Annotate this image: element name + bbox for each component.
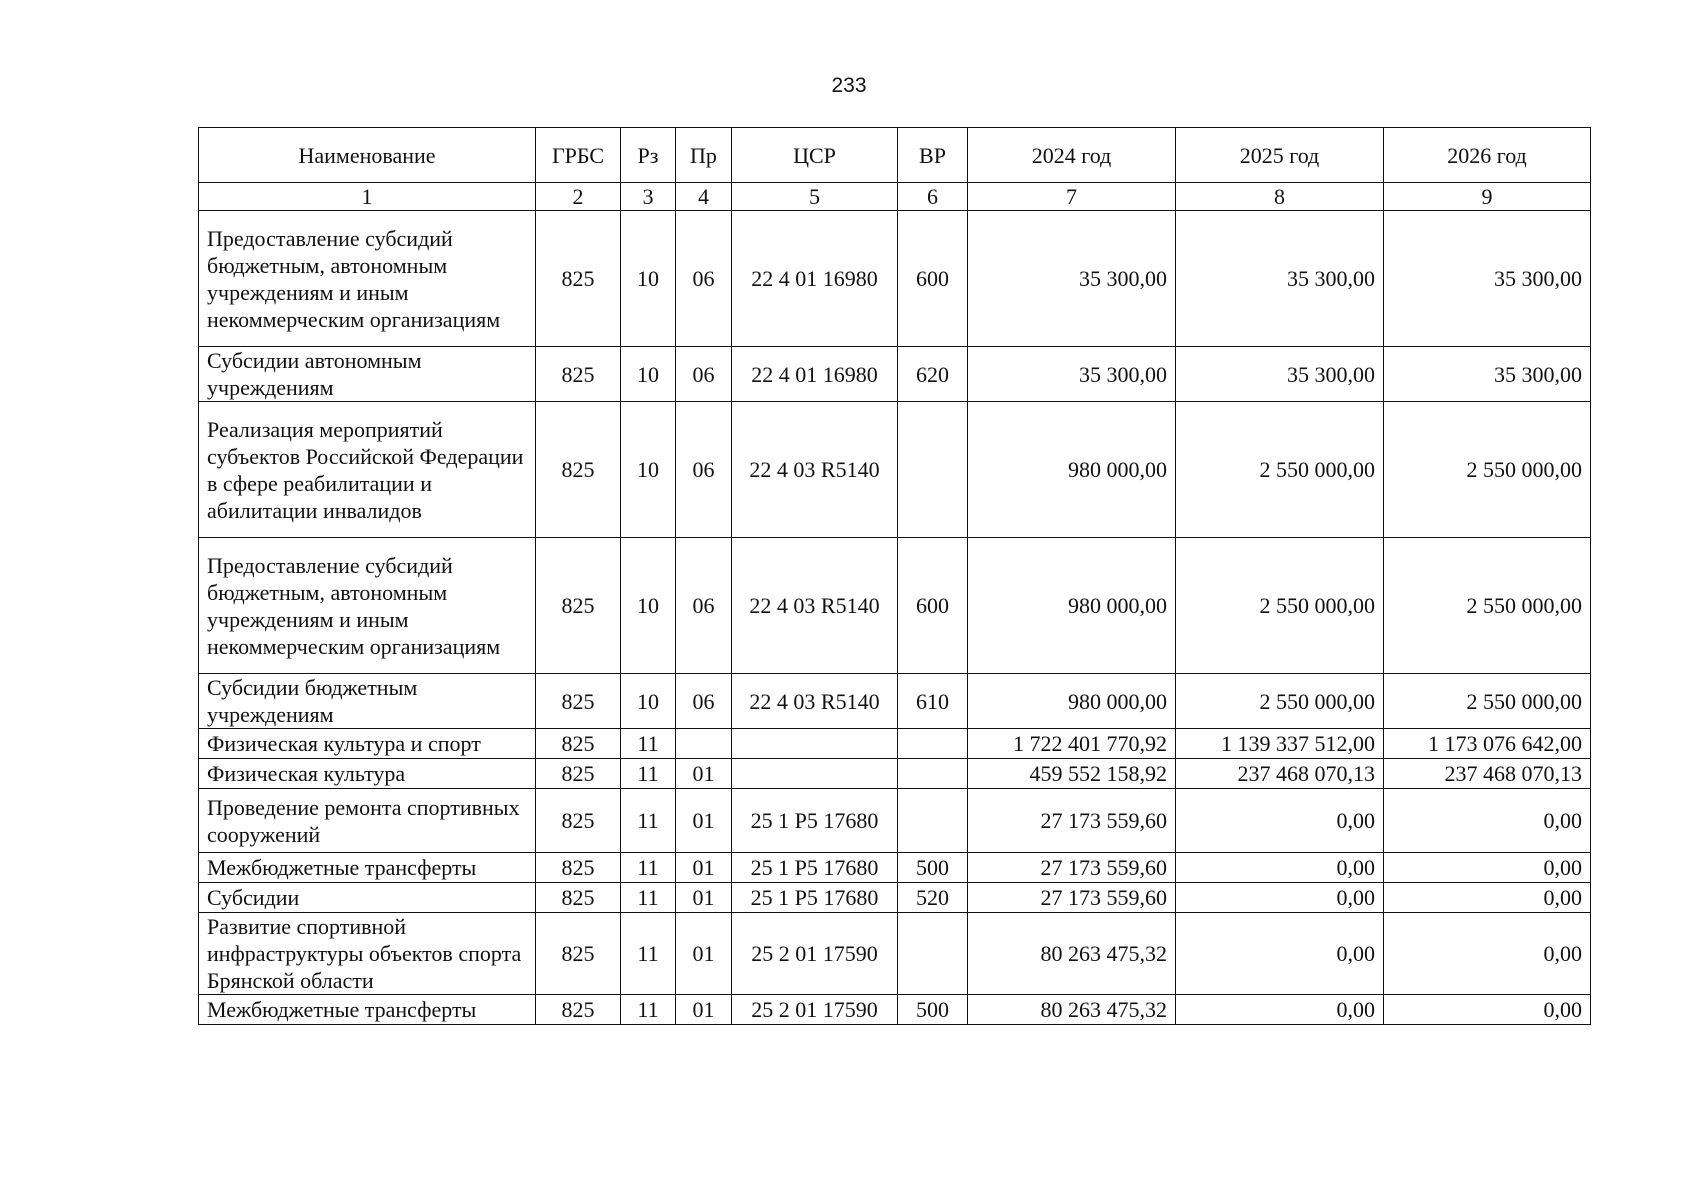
cell-csr: 22 4 01 16980 [732, 211, 898, 347]
cell-csr: 22 4 03 R5140 [732, 402, 898, 538]
cell-grbs: 825 [536, 674, 621, 729]
cell-rz: 10 [621, 402, 676, 538]
cell-2024: 80 263 475,32 [968, 995, 1176, 1025]
cell-csr: 22 4 01 16980 [732, 347, 898, 402]
cell-2026: 237 468 070,13 [1384, 759, 1591, 789]
cell-pr: 01 [676, 759, 732, 789]
cell-pr: 01 [676, 995, 732, 1025]
column-number: 7 [968, 183, 1176, 211]
cell-grbs: 825 [536, 347, 621, 402]
cell-rz: 10 [621, 211, 676, 347]
cell-2026: 0,00 [1384, 995, 1591, 1025]
cell-2024: 980 000,00 [968, 402, 1176, 538]
column-number: 9 [1384, 183, 1591, 211]
cell-name: Реализация мероприятий субъектов Российской Федерации в сфере реабилитации и абилитации инвалидов [199, 402, 536, 538]
cell-csr: 25 1 P5 17680 [732, 789, 898, 853]
cell-grbs: 825 [536, 759, 621, 789]
cell-pr: 06 [676, 347, 732, 402]
cell-2026: 2 550 000,00 [1384, 402, 1591, 538]
cell-rz: 11 [621, 729, 676, 759]
header-pr: Пр [676, 128, 732, 183]
cell-name: Развитие спортивной инфраструктуры объектов спорта Брянской области [199, 913, 536, 995]
header-2024: 2024 год [968, 128, 1176, 183]
cell-2024: 27 173 559,60 [968, 883, 1176, 913]
header-vr: ВР [898, 128, 968, 183]
cell-2026: 0,00 [1384, 853, 1591, 883]
header-name: Наименование [199, 128, 536, 183]
cell-pr: 06 [676, 402, 732, 538]
header-csr: ЦСР [732, 128, 898, 183]
cell-grbs: 825 [536, 211, 621, 347]
cell-2025: 0,00 [1176, 789, 1384, 853]
cell-rz: 10 [621, 538, 676, 674]
cell-name: Межбюджетные трансферты [199, 995, 536, 1025]
table-row [199, 883, 1591, 913]
cell-2025: 2 550 000,00 [1176, 674, 1384, 729]
cell-grbs: 825 [536, 883, 621, 913]
cell-vr: 520 [898, 883, 968, 913]
cell-2025: 2 550 000,00 [1176, 538, 1384, 674]
table-row [199, 759, 1591, 789]
column-number-row [199, 183, 1591, 211]
table-row [199, 211, 1591, 347]
cell-grbs: 825 [536, 729, 621, 759]
cell-grbs: 825 [536, 913, 621, 995]
cell-grbs: 825 [536, 853, 621, 883]
cell-vr [898, 729, 968, 759]
cell-2025: 2 550 000,00 [1176, 402, 1384, 538]
budget-table [198, 127, 1591, 1025]
cell-2024: 35 300,00 [968, 211, 1176, 347]
cell-csr: 22 4 03 R5140 [732, 538, 898, 674]
cell-grbs: 825 [536, 538, 621, 674]
cell-2026: 35 300,00 [1384, 347, 1591, 402]
cell-pr: 01 [676, 883, 732, 913]
cell-2025: 35 300,00 [1176, 211, 1384, 347]
cell-2025: 0,00 [1176, 853, 1384, 883]
cell-vr [898, 789, 968, 853]
column-number: 1 [199, 183, 536, 211]
cell-2025: 0,00 [1176, 995, 1384, 1025]
table-row [199, 347, 1591, 402]
table-row [199, 402, 1591, 538]
cell-name: Субсидии бюджетным учреждениям [199, 674, 536, 729]
table-header-row [199, 128, 1591, 183]
cell-pr: 06 [676, 674, 732, 729]
cell-2024: 27 173 559,60 [968, 853, 1176, 883]
cell-pr: 01 [676, 853, 732, 883]
cell-2025: 1 139 337 512,00 [1176, 729, 1384, 759]
cell-2024: 1 722 401 770,92 [968, 729, 1176, 759]
cell-2024: 980 000,00 [968, 674, 1176, 729]
header-grbs: ГРБС [536, 128, 621, 183]
cell-2024: 35 300,00 [968, 347, 1176, 402]
cell-csr [732, 759, 898, 789]
cell-2024: 27 173 559,60 [968, 789, 1176, 853]
cell-2026: 0,00 [1384, 789, 1591, 853]
cell-grbs: 825 [536, 789, 621, 853]
cell-2024: 459 552 158,92 [968, 759, 1176, 789]
cell-csr: 25 2 01 17590 [732, 995, 898, 1025]
cell-vr: 500 [898, 853, 968, 883]
cell-vr: 610 [898, 674, 968, 729]
cell-rz: 11 [621, 883, 676, 913]
cell-vr [898, 759, 968, 789]
cell-grbs: 825 [536, 402, 621, 538]
cell-2026: 35 300,00 [1384, 211, 1591, 347]
cell-rz: 11 [621, 789, 676, 853]
cell-2025: 0,00 [1176, 913, 1384, 995]
cell-name: Субсидии [199, 883, 536, 913]
cell-pr [676, 729, 732, 759]
cell-vr: 600 [898, 538, 968, 674]
table-row [199, 913, 1591, 995]
cell-name: Проведение ремонта спортивных сооружений [199, 789, 536, 853]
table-row [199, 729, 1591, 759]
cell-2025: 0,00 [1176, 883, 1384, 913]
table-row [199, 995, 1591, 1025]
cell-rz: 11 [621, 913, 676, 995]
cell-name: Предоставление субсидий бюджетным, автономным учреждениям и иным некоммерческим организациям [199, 211, 536, 347]
cell-vr: 600 [898, 211, 968, 347]
cell-rz: 11 [621, 759, 676, 789]
column-number: 3 [621, 183, 676, 211]
table-row [199, 789, 1591, 853]
cell-pr: 01 [676, 913, 732, 995]
cell-csr: 25 2 01 17590 [732, 913, 898, 995]
column-number: 2 [536, 183, 621, 211]
cell-vr: 620 [898, 347, 968, 402]
cell-pr: 06 [676, 538, 732, 674]
cell-rz: 11 [621, 995, 676, 1025]
cell-name: Межбюджетные трансферты [199, 853, 536, 883]
cell-vr: 500 [898, 995, 968, 1025]
cell-2026: 0,00 [1384, 883, 1591, 913]
cell-2026: 2 550 000,00 [1384, 674, 1591, 729]
cell-csr: 22 4 03 R5140 [732, 674, 898, 729]
cell-csr: 25 1 P5 17680 [732, 883, 898, 913]
cell-2026: 1 173 076 642,00 [1384, 729, 1591, 759]
cell-csr [732, 729, 898, 759]
header-2025: 2025 год [1176, 128, 1384, 183]
cell-pr: 06 [676, 211, 732, 347]
column-number: 8 [1176, 183, 1384, 211]
cell-vr [898, 402, 968, 538]
cell-name: Физическая культура [199, 759, 536, 789]
column-number: 4 [676, 183, 732, 211]
cell-2025: 35 300,00 [1176, 347, 1384, 402]
cell-grbs: 825 [536, 995, 621, 1025]
cell-2026: 0,00 [1384, 913, 1591, 995]
table-row [199, 538, 1591, 674]
table-row [199, 853, 1591, 883]
cell-csr: 25 1 P5 17680 [732, 853, 898, 883]
cell-2024: 980 000,00 [968, 538, 1176, 674]
cell-2026: 2 550 000,00 [1384, 538, 1591, 674]
cell-name: Физическая культура и спорт [199, 729, 536, 759]
page-number: 233 [831, 74, 867, 97]
cell-2025: 237 468 070,13 [1176, 759, 1384, 789]
cell-name: Предоставление субсидий бюджетным, автономным учреждениям и иным некоммерческим организациям [199, 538, 536, 674]
header-2026: 2026 год [1384, 128, 1591, 183]
cell-rz: 10 [621, 674, 676, 729]
cell-vr [898, 913, 968, 995]
column-number: 5 [732, 183, 898, 211]
table-row [199, 674, 1591, 729]
cell-name: Субсидии автономным учреждениям [199, 347, 536, 402]
cell-pr: 01 [676, 789, 732, 853]
cell-rz: 11 [621, 853, 676, 883]
header-rz: Рз [621, 128, 676, 183]
cell-2024: 80 263 475,32 [968, 913, 1176, 995]
cell-rz: 10 [621, 347, 676, 402]
column-number: 6 [898, 183, 968, 211]
